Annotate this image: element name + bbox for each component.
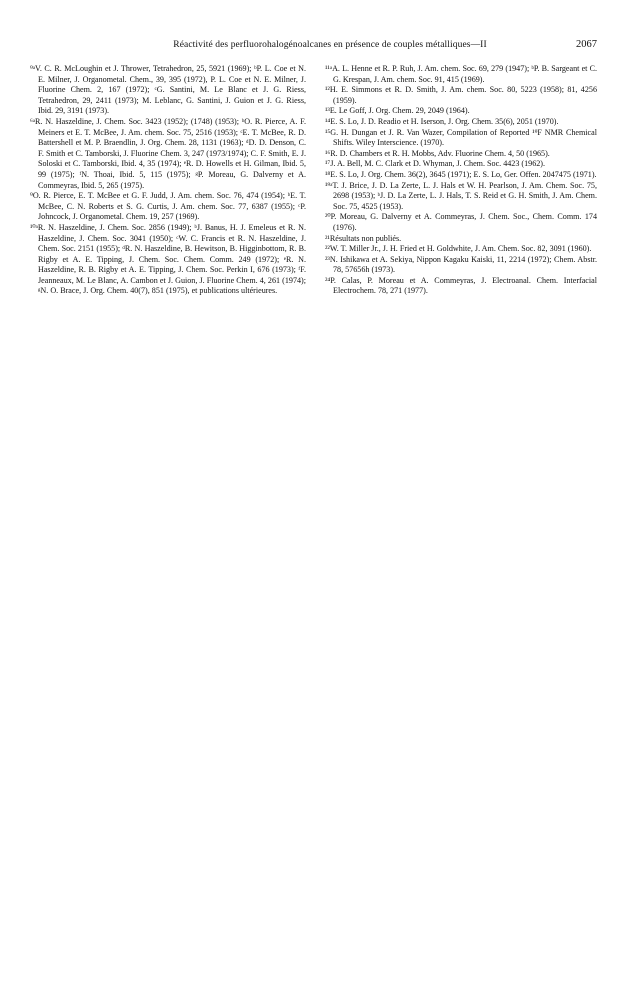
reference-entry: ⁹O. R. Pierce, E. T. McBee et G. F. Judd, J. Am. chem. Soc. 76, 474 (1954); ᵇE. T. McBee, C. N. Roberts et S. G. Curtis, J. Am. chem. Soc. 77, 6387 (1955); ᶜP. Johncock, J. Organometal. Chem. 19, 257 (1969). bbox=[30, 191, 306, 222]
reference-entry: ⁹ᵃV. C. R. McLoughin et J. Thrower, Tetrahedron, 25, 5921 (1969); ᵇP. L. Coe et N. E. Milner, J. Organometal. Chem., 39, 395 (1972), P. L. Coe et N. E. Milner, J. Fluorine Chem. 2, 167 (1972); ᶜG. Santini, M. Le Blanc et J. G. Riess, Tetrahedron, 29, 2411 (1973); M. Leblanc, G. Santini, J. Guion et J. G. Riess, Ibid. 29, 3191 (1973). bbox=[30, 64, 306, 116]
reference-entry: ¹⁰ᵃR. N. Haszeldine, J. Chem. Soc. 2856 (1949); ᵇJ. Banus, H. J. Emeleus et R. N. Haszeldine, J. Chem. Soc. 3041 (1950); ᶜW. C. Francis et R. N. Haszeldine, J. Chem. Soc. 2151 (1955); ᵈR. N. Haszeldine, B. Hewitson, B. Higginbottom, R. B. Rigby et A. E. Tipping, J. Chem. Soc. Chem. Comm. 249 (1972); ᵉR. N. Haszeldine, R. B. Rigby et A. E. Tipping, J. Chem. Soc. Perkin I, 676 (1973); ᶠF. Jeanneaux, M. Le Blanc, A. Cambon et J. Guion, J. Fluorine Chem. 4, 261 (1974); ᵍN. O. Brace, J. Org. Chem. 40(7), 851 (1975), et publications ultérieures. bbox=[30, 222, 306, 296]
reference-entry: ²⁰P. Moreau, G. Dalverny et A. Commeyras, J. Chem. Soc., Chem. Comm. 174 (1976). bbox=[325, 212, 597, 232]
running-title: Réactivité des perfluorohalogénoalcanes en présence de couples métalliques—II bbox=[173, 40, 487, 50]
page-number: 2067 bbox=[576, 39, 597, 50]
reference-entry: ¹⁷J. A. Bell, M. C. Clark et D. Whyman, J. Chem. Soc. 4423 (1962). bbox=[325, 159, 546, 169]
reference-entry: ²⁴P. Calas, P. Moreau et A. Commeyras, J. Electroanal. Chem. Interfacial Electrochem. 78, 271 (1977). bbox=[325, 275, 597, 296]
reference-entry: ¹³E. Le Goff, J. Org. Chem. 29, 2049 (1964). bbox=[325, 106, 470, 116]
reference-entry: ²³N. Ishikawa et A. Sekiya, Nippon Kagaku Kaiski, 11, 2214 (1972); Chem. Abstr. 78, 57656h (1973). bbox=[325, 254, 597, 275]
reference-entry: ¹⁵G. H. Dungan et J. R. Van Wazer, Compilation of Reported ¹⁹F NMR Chemical Shifts. Wiley Interscience. (1970). bbox=[325, 127, 597, 148]
reference-entry: ¹¹ᵃA. L. Henne et R. P. Ruh, J. Am. chem. Soc. 69, 279 (1947); ᵇP. B. Sargeant et C. G. Krespan, J. Am. chem. Soc. 91, 415 (1969). bbox=[325, 64, 597, 84]
reference-entry: ¹⁴E. S. Lo, J. D. Readio et H. Iserson, J. Org. Chem. 35(6), 2051 (1970). bbox=[325, 116, 559, 126]
reference-entry: ¹⁹ᵃT. J. Brice, J. D. La Zerte, L. J. Hals et W. H. Pearlson, J. Am. Chem. Soc. 75, 2698 (1953); ᵇJ. D. La Zerte, L. J. Hals, T. S. Reid et G. H. Smith, J. Am. Chem. Soc. 75, 4525 (1953). bbox=[325, 180, 597, 211]
reference-entry: ¹⁶R. D. Chambers et R. H. Mobbs, Adv. Fluorine Chem. 4, 50 (1965). bbox=[325, 148, 550, 158]
reference-entry: ²²W. T. Miller Jr., J. H. Fried et H. Goldwhite, J. Am. Chem. Soc. 82, 3091 (1960). bbox=[325, 244, 592, 254]
references-left-column bbox=[30, 64, 306, 297]
reference-entry: ¹⁸E. S. Lo, J. Org. Chem. 36(2), 3645 (1971); E. S. Lo, Ger. Offen. 2047475 (1971). bbox=[325, 169, 597, 179]
reference-entry: ⁶ᵃR. N. Haszeldine, J. Chem. Soc. 3423 (1952); (1748) (1953); ᵇO. R. Pierce, A. F. Meiners et E. T. McBee, J. Am. chem. Soc. 75, 2516 (1953); ᶜE. T. McBee, R. D. Battershell et M. P. Braendlin, J. Org. Chem. 28, 1131 (1963); ᵈD. D. Denson, C. F. Smith et C. Tamborski, J. Fluorine Chem. 3, 247 (1973/1974); C. F. Smith, E. J. Soloski et C. Tamborski, Ibid. 4, 35 (1974); ᵉR. D. Howells et H. Gilman, Ibid. 5, 99 (1975); ᶠN. Thoai, Ibid. 5, 115 (1975); ᵍP. Moreau, G. Dalverny et A. Commeyras, Ibid. 5, 265 (1975). bbox=[30, 116, 306, 190]
reference-entry: ¹²H. E. Simmons et R. D. Smith, J. Am. chem. Soc. 80, 5223 (1958); 81, 4256 (1959). bbox=[325, 85, 597, 105]
reference-entry: ²¹Résultats non publiés. bbox=[325, 233, 402, 243]
references-right-column bbox=[325, 64, 597, 297]
